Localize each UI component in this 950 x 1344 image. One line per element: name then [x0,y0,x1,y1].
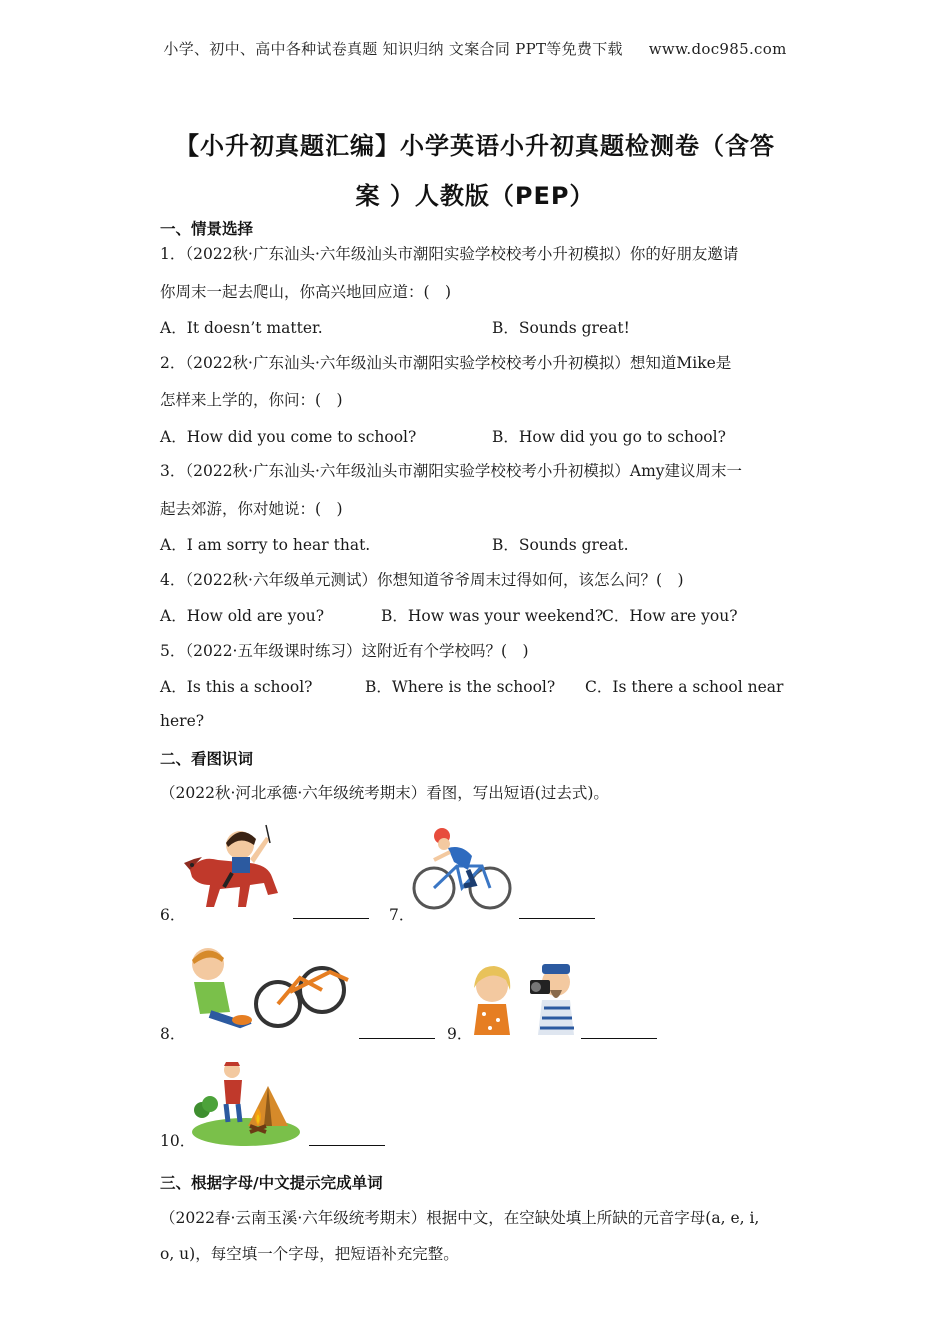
section-heading-1: 一、情景选择 [160,220,254,238]
question-2-option-a: A．How did you come to school? [160,428,417,446]
question-5-option-a: A．Is this a school? [160,678,313,696]
question-3-line-1: 3．（2022秋·广东汕头·六年级汕头市潮阳实验学校校考小升初模拟）Amy建议周末一 [160,462,743,480]
question-5-line-1: 5．（2022·五年级课时练习）这附近有个学校吗？( ) [160,642,529,660]
item-9-number: 9． [447,1025,473,1043]
title-line-2: 案 ）人教版（PEP） [355,182,595,210]
question-1-line-1: 1．（2022秋·广东汕头·六年级汕头市潮阳实验学校校考小升初模拟）你的好朋友邀请 [160,245,739,263]
camping-icon [190,1060,302,1146]
question-4-option-b: B．How was your weekend? [381,607,604,625]
part2-intro: （2022秋·河北承德·六年级统考期末）看图，写出短语(过去式)。 [160,784,609,802]
item-6-answer-blank[interactable] [293,918,369,919]
item-7-number: 7． [389,906,415,924]
question-1-option-b: B．Sounds great! [492,319,630,337]
question-3-line-2: 起去郊游，你对她说：( ) [160,500,343,518]
question-3-option-a: A．I am sorry to hear that. [160,536,371,554]
question-5-line-2: here? [160,712,205,730]
question-5-option-b: B．Where is the school? [365,678,556,696]
section-heading-2: 二、看图识词 [160,750,254,768]
question-4-line-1: 4．（2022秋·六年级单元测试）你想知道爷爷周末过得如何，该怎么问？( ) [160,571,684,589]
question-1-option-a: A．It doesn’t matter. [160,319,323,337]
item-8-number: 8． [160,1025,186,1043]
part3-line-2: o, u)，每空填一个字母，把短语补充完整。 [160,1245,459,1263]
title-line-1: 【小升初真题汇编】小学英语小升初真题检测卷（含答 [175,132,775,160]
question-2-option-b: B．How did you go to school? [492,428,726,446]
item-8-answer-blank[interactable] [359,1038,435,1039]
taking-photos-icon [470,960,580,1035]
question-5-option-c: C．Is there a school near [585,678,784,696]
header-url: www.doc985.com [648,40,787,58]
item-10-number: 10． [160,1132,196,1150]
item-10-answer-blank[interactable] [309,1145,385,1146]
question-2-line-1: 2．（2022秋·广东汕头·六年级汕头市潮阳实验学校校考小升初模拟）想知道Mike是 [160,354,732,372]
header-left-text: 小学、初中、高中各种试卷真题 知识归纳 文案合同 PPT等免费下载 [163,40,623,58]
question-4-option-c: C．How are you? [602,607,738,625]
horse-riding-icon [180,815,290,920]
question-3-option-b: B．Sounds great. [492,536,629,554]
fell-off-bike-icon [180,942,360,1037]
question-4-option-a: A．How old are you? [160,607,325,625]
question-1-line-2: 你周末一起去爬山，你高兴地回应道：( ) [160,283,452,301]
question-2-line-2: 怎样来上学的，你问：( ) [160,391,343,409]
item-6-number: 6． [160,906,186,924]
item-7-answer-blank[interactable] [519,918,595,919]
page-header [0,38,950,59]
section-heading-3: 三、根据字母/中文提示完成单词 [160,1174,383,1192]
cyclist-icon [412,826,512,914]
item-9-answer-blank[interactable] [581,1038,657,1039]
part3-line-1: （2022春·云南玉溪·六年级统考期末）根据中文，在空缺处填上所缺的元音字母(a, e, i, [160,1209,760,1227]
